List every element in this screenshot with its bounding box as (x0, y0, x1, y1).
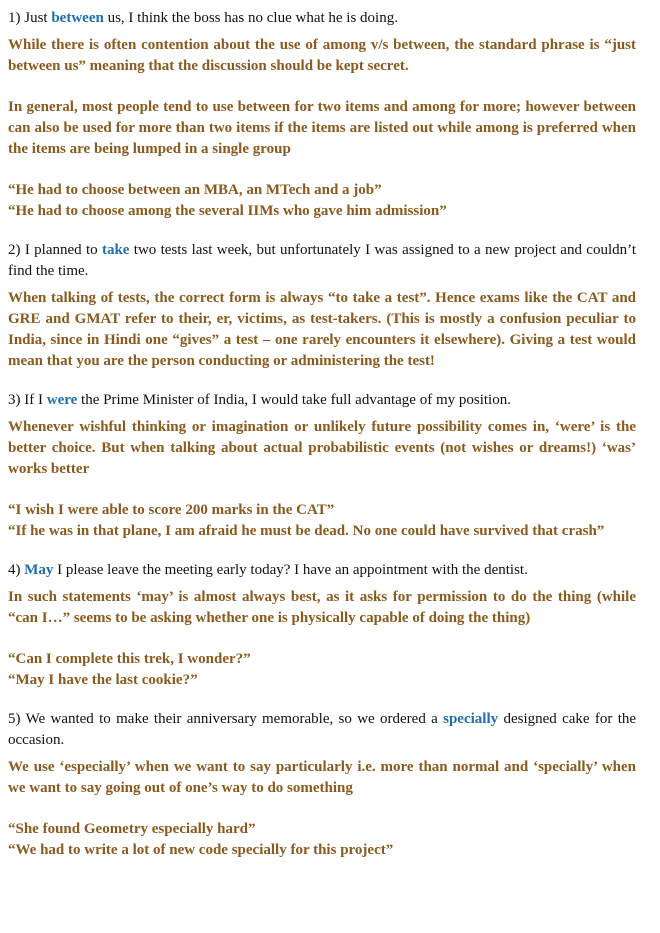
example-sentence: “He had to choose between an MBA, an MTech and a job” (8, 182, 382, 198)
question-text-after: two tests last week, but unfortunately I was assigned to a new project and couldn’t find the time. (8, 242, 637, 279)
question-number: 1) (8, 10, 21, 26)
highlighted-word: specially (443, 711, 499, 727)
explanation-paragraph: When talking of tests, the correct form is always “to take a test”. Hence exams like the CAT and GRE and GMAT refer to their, er, victims, as test-takers. (This is mostly a confusion peculiar to India, since in Hindi one “gives” a test – one rarely encounters it elsewhere). Giving a test would mean that you are the person conducting or administering the test! (8, 290, 636, 369)
question-text-after: the Prime Minister of India, I would take full advantage of my position. (81, 392, 511, 408)
question-text-after: designed cake for the occasion. (8, 711, 637, 748)
question-text-before: If I (24, 392, 43, 408)
explanation-paragraph: In general, most people tend to use between for two items and among for more; however between can also be used for more than two items if the items are listed out while among is preferred when the items are being lumped in a single group (8, 99, 636, 157)
question-number: 3) (8, 392, 21, 408)
question-number: 4) (8, 562, 21, 578)
example-sentence: “We had to write a lot of new code specially for this project” (8, 842, 394, 858)
example-sentence: “If he was in that plane, I am afraid he must be dead. No one could have survived that crash” (8, 523, 605, 539)
highlighted-word: between (51, 10, 104, 26)
question-1 (8, 8, 636, 29)
highlighted-word: were (46, 392, 78, 408)
document-page (8, 8, 636, 861)
question-text-after: I please leave the meeting early today? I have an appointment with the dentist. (57, 562, 528, 578)
question-2 (8, 240, 636, 282)
example-sentence: “I wish I were able to score 200 marks in the CAT” (8, 502, 335, 518)
question-4 (8, 560, 636, 581)
question-number: 5) (8, 711, 21, 727)
highlighted-word: May (24, 562, 54, 578)
example-sentence: “May I have the last cookie?” (8, 672, 198, 688)
example-sentence: “He had to choose among the several IIMs who gave him admission” (8, 203, 447, 219)
example-sentence: “She found Geometry especially hard” (8, 821, 256, 837)
question-text-before: I planned to (24, 242, 98, 258)
explanation-paragraph: In such statements ‘may’ is almost always best, as it asks for permission to do the thing (while “can I…” seems to be asking whether one is physically capable of doing the thing) (8, 589, 636, 626)
explanation-paragraph: While there is often contention about the use of among v/s between, the standard phrase is “just between us” meaning that the discussion should be kept secret. (8, 37, 636, 74)
question-text-after: us, I think the boss has no clue what he is doing. (107, 10, 398, 26)
question-text-before: We wanted to make their anniversary memorable, so we ordered a (25, 711, 438, 727)
explanation-paragraph: We use ‘especially’ when we want to say particularly i.e. more than normal and ‘specially’ when we want to say going out of one’s way to do something (8, 759, 636, 796)
example-sentence: “Can I complete this trek, I wonder?” (8, 651, 251, 667)
question-3 (8, 390, 636, 411)
explanation-paragraph: Whenever wishful thinking or imagination or unlikely future possibility comes in, ‘were’ is the better choice. But when talking about actual probabilistic events (not wishes or dreams!) ‘was’ works better (8, 419, 636, 477)
question-5 (8, 709, 636, 751)
highlighted-word: take (101, 242, 130, 258)
question-number: 2) (8, 242, 21, 258)
question-text-before: Just (24, 10, 48, 26)
